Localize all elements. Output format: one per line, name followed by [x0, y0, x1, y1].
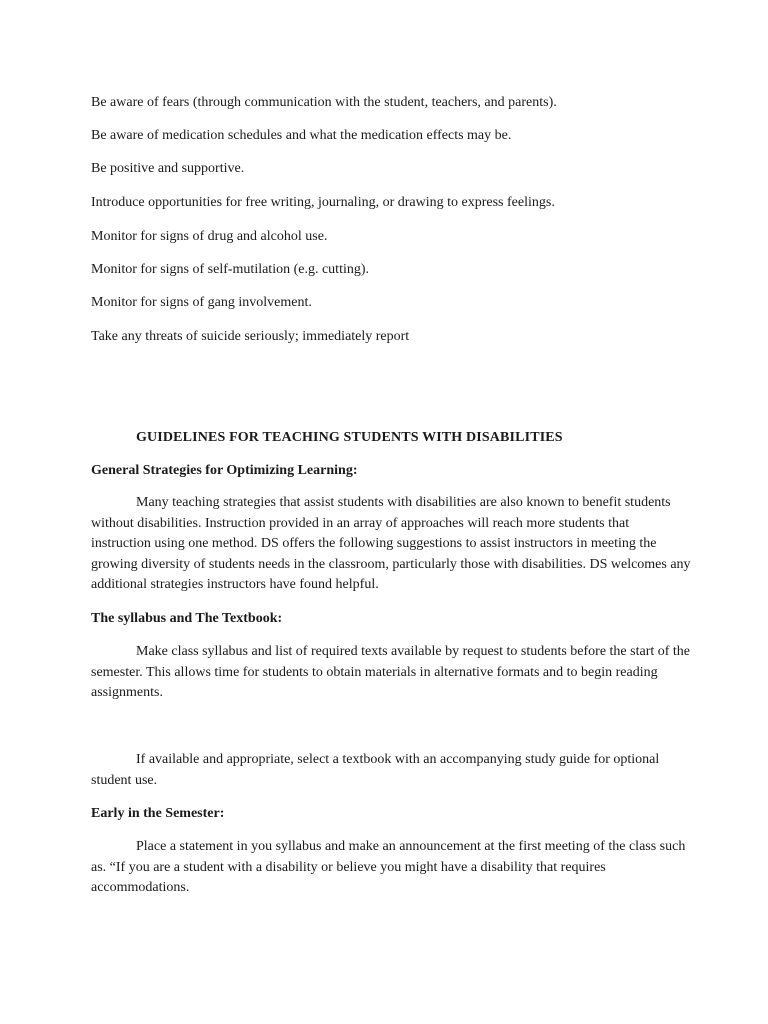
textbook-paragraph: If available and appropriate, select a textbook with an accompanying study guide for optional student use. [91, 752, 660, 788]
early-semester-paragraph: Place a statement in you syllabus and make an announcement at the first meeting of the class such as. “If you are a student with a disability or believe you might have a disability that requires accommodations. [91, 839, 686, 896]
bullet-drug-alcohol: Monitor for signs of drug and alcohol use. [91, 229, 328, 244]
section-title: GUIDELINES FOR TEACHING STUDENTS WITH DISABILITIES [136, 430, 563, 445]
general-strategies-heading: General Strategies for Optimizing Learning: [91, 463, 358, 478]
bullet-gang: Monitor for signs of gang involvement. [91, 295, 312, 310]
bullet-medication: Be aware of medication schedules and what the medication effects may be. [91, 128, 512, 143]
bullet-suicide: Take any threats of suicide seriously; immediately report [91, 329, 410, 344]
bullet-fears: Be aware of fears (through communication with the student, teachers, and parents). [91, 95, 557, 110]
syllabus-heading: The syllabus and The Textbook: [91, 611, 283, 626]
bullet-positive: Be positive and supportive. [91, 161, 245, 176]
bullet-free-writing: Introduce opportunities for free writing, journaling, or drawing to express feelings. [91, 195, 555, 210]
general-strategies-paragraph: Many teaching strategies that assist students with disabilities are also known to benefit students without disabilities. Instruction provided in an array of approaches will reach more students that instruction using one method. DS offers the following suggestions to assist instructors in meeting the growing diversity of students needs in the classroom, particularly those with disabilities. DS welcomes any additional strategies instructors have found helpful. [91, 495, 691, 593]
syllabus-paragraph: Make class syllabus and list of required texts available by request to students before the start of the semester. This allows time for students to obtain materials in alternative formats and to begin reading assignments. [91, 644, 691, 701]
early-semester-heading: Early in the Semester: [91, 806, 225, 821]
bullet-self-mutilation: Monitor for signs of self-mutilation (e.g. cutting). [91, 262, 370, 277]
